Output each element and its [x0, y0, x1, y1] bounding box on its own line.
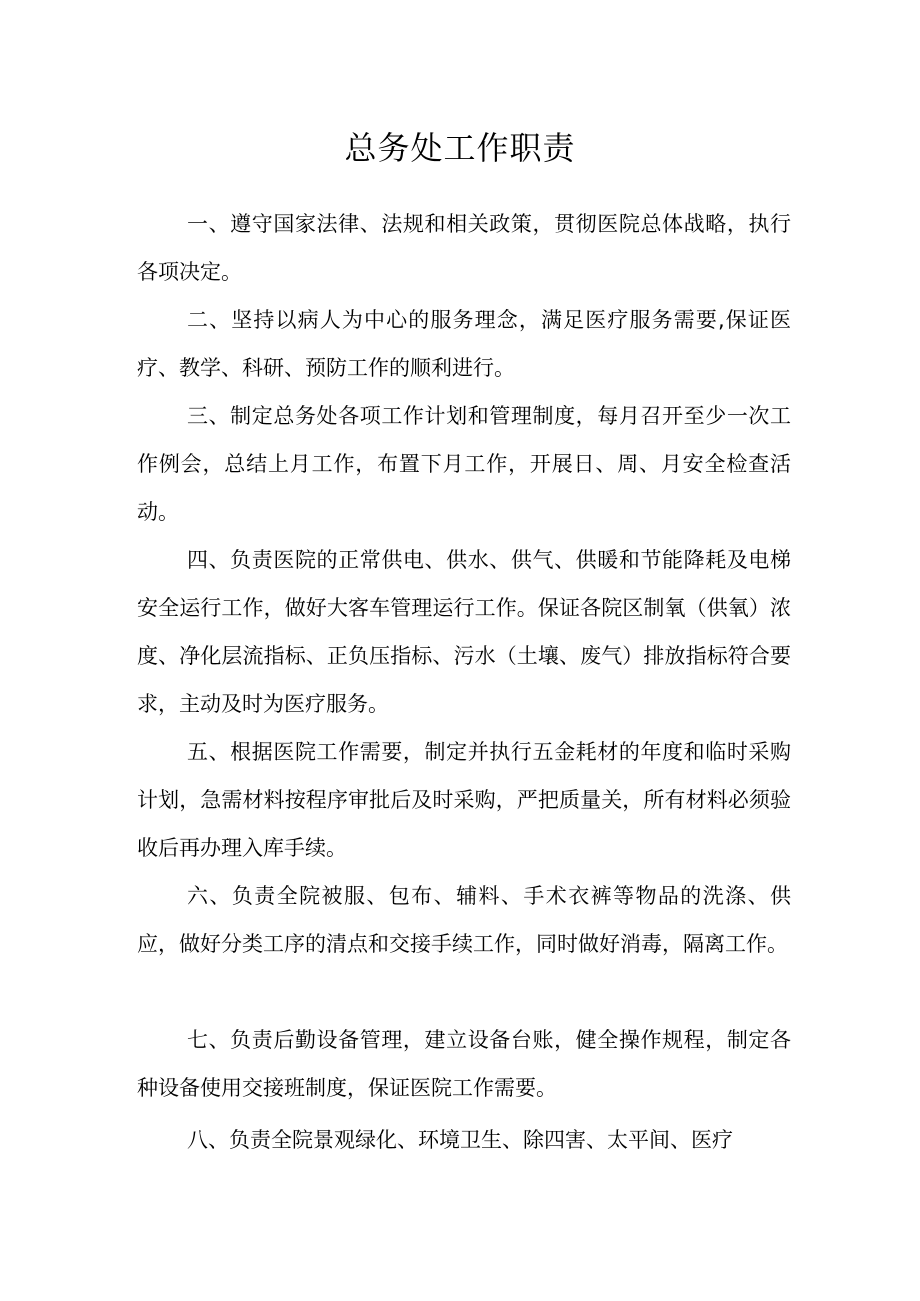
document-title: 总务处工作职责: [344, 129, 576, 167]
paragraph-8: 八、负责全院景观绿化、环境卫生、除四害、太平间、医疗: [187, 1128, 733, 1152]
paragraph-6: 六、负责全院被服、包布、辅料、手术衣裤等物品的洗涤、供应，做好分类工序的清点和交接手续工作，同时做好消毒，隔离工作。: [137, 884, 791, 956]
paragraph-2: 二、坚持以病人为中心的服务理念，满足医疗服务需要,保证医疗、教学、科研、预防工作的顺利进行。: [137, 308, 791, 380]
paragraph-7: 七、负责后勤设备管理，建立设备台账，健全操作规程，制定各种设备使用交接班制度，保证医院工作需要。: [137, 1028, 791, 1100]
paragraph-4: 四、负责医院的正常供电、供水、供气、供暖和节能降耗及电梯安全运行工作，做好大客车管理运行工作。保证各院区制氧（供氧）浓度、净化层流指标、正负压指标、污水（土壤、废气）排放指标符合要求，主动及时为医疗服务。: [137, 548, 791, 716]
paragraph-5: 五、根据医院工作需要，制定并执行五金耗材的年度和临时采购计划，急需材料按程序审批后及时采购，严把质量关，所有材料必须验收后再办理入库手续。: [137, 740, 791, 860]
paragraph-1: 一、遵守国家法律、法规和相关政策，贯彻医院总体战略，执行各项决定。: [137, 212, 791, 284]
paragraph-3: 三、制定总务处各项工作计划和管理制度，每月召开至少一次工作例会，总结上月工作，布置下月工作，开展日、周、月安全检查活动。: [137, 404, 791, 524]
